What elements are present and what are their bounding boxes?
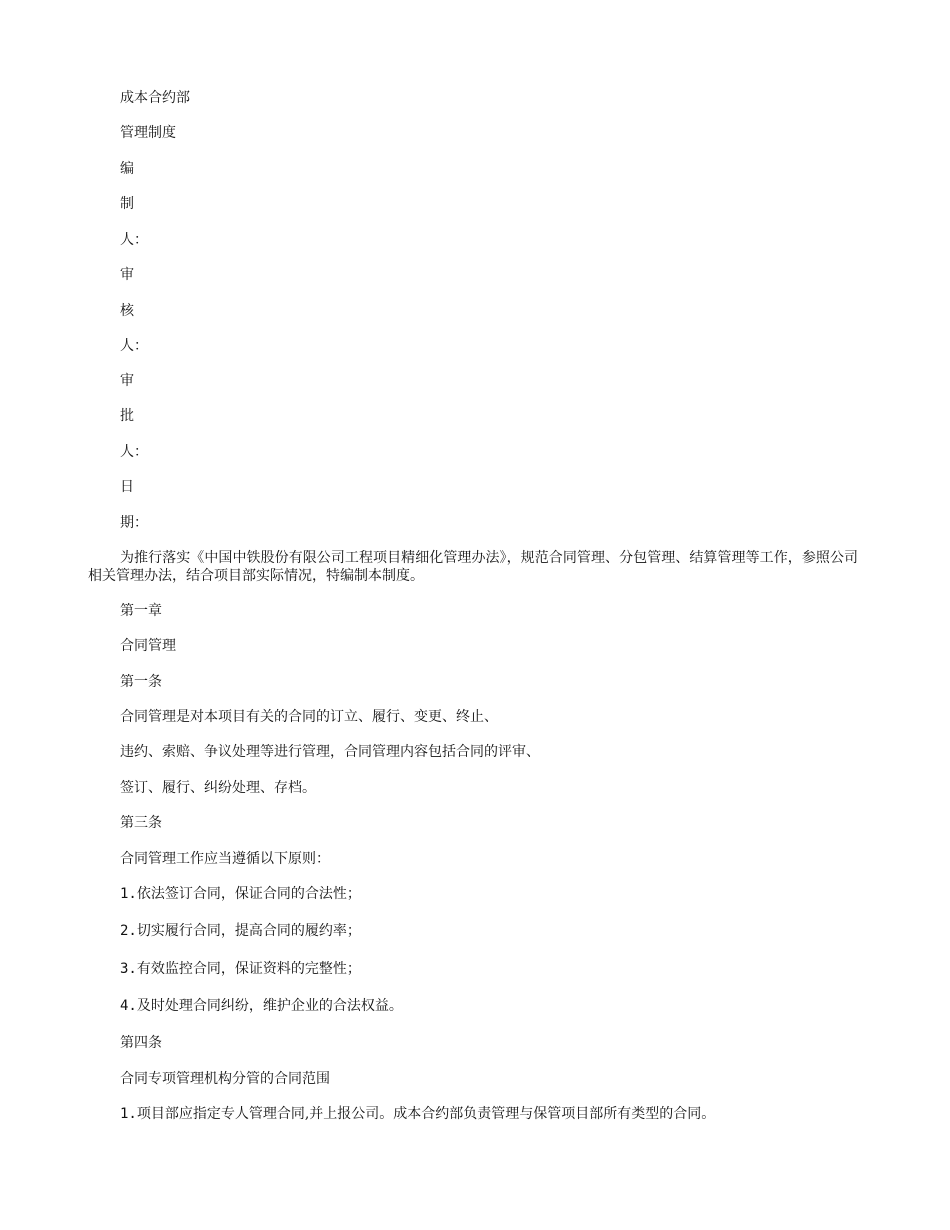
reviewer-char-2: 核 — [120, 303, 134, 319]
article-4-intro: 合同专项管理机构分管的合同范围 — [120, 1071, 330, 1087]
article-1-label: 第一条 — [120, 674, 162, 690]
date-char-1: 日 — [120, 479, 134, 495]
principle-number: 2. — [120, 923, 137, 939]
principle-text: 有效监控合同，保证资料的完整性； — [136, 961, 361, 977]
principle-number: 3. — [120, 961, 137, 977]
principle-item — [120, 885, 361, 903]
reviewer-char-3: 人： — [120, 338, 148, 354]
date-char-2: 期： — [120, 515, 148, 531]
compiler-char-2: 制 — [120, 196, 134, 212]
dept-title: 成本合约部 — [120, 90, 190, 106]
scope-item — [120, 1105, 715, 1123]
article-1-line-2: 违约、索赔、争议处理等进行管理，合同管理内容包括合同的评审、 — [120, 744, 540, 760]
principle-text: 及时处理合同纠纷，维护企业的合法权益。 — [136, 998, 403, 1014]
principle-number: 1. — [120, 886, 137, 902]
intro-paragraph: 为推行落实《中国中铁股份有限公司工程项目精细化管理办法》，规范合同管理、分包管理、结算管理等工作，参照公司相关管理办法，结合项目部实际情况，特编制本制度。 — [88, 550, 858, 584]
compiler-char-3: 人： — [120, 232, 148, 248]
principle-item — [120, 960, 361, 978]
principle-item — [120, 997, 403, 1015]
scope-number: 1. — [120, 1106, 137, 1122]
compiler-char-1: 编 — [120, 161, 134, 177]
article-1-line-1: 合同管理是对本项目有关的合同的订立、履行、变更、终止、 — [120, 709, 498, 725]
doc-title: 管理制度 — [120, 125, 176, 141]
article-3-intro: 合同管理工作应当遵循以下原则： — [120, 851, 330, 867]
chapter-title: 合同管理 — [120, 638, 176, 654]
article-3-label: 第三条 — [120, 815, 162, 831]
principle-text: 依法签订合同，保证合同的合法性； — [136, 886, 361, 902]
article-4-label: 第四条 — [120, 1035, 162, 1051]
principle-item — [120, 922, 361, 940]
principle-text: 切实履行合同，提高合同的履约率； — [136, 923, 361, 939]
principle-number: 4. — [120, 998, 137, 1014]
approver-char-3: 人： — [120, 444, 148, 460]
approver-char-2: 批 — [120, 408, 134, 424]
article-1-line-3: 签订、履行、纠纷处理、存档。 — [120, 780, 316, 796]
scope-text: 项目部应指定专人管理合同,并上报公司。成本合约部负责管理与保管项目部所有类型的合同。 — [136, 1106, 716, 1122]
reviewer-char-1: 审 — [120, 267, 134, 283]
chapter-number: 第一章 — [120, 603, 162, 619]
approver-char-1: 审 — [120, 373, 134, 389]
